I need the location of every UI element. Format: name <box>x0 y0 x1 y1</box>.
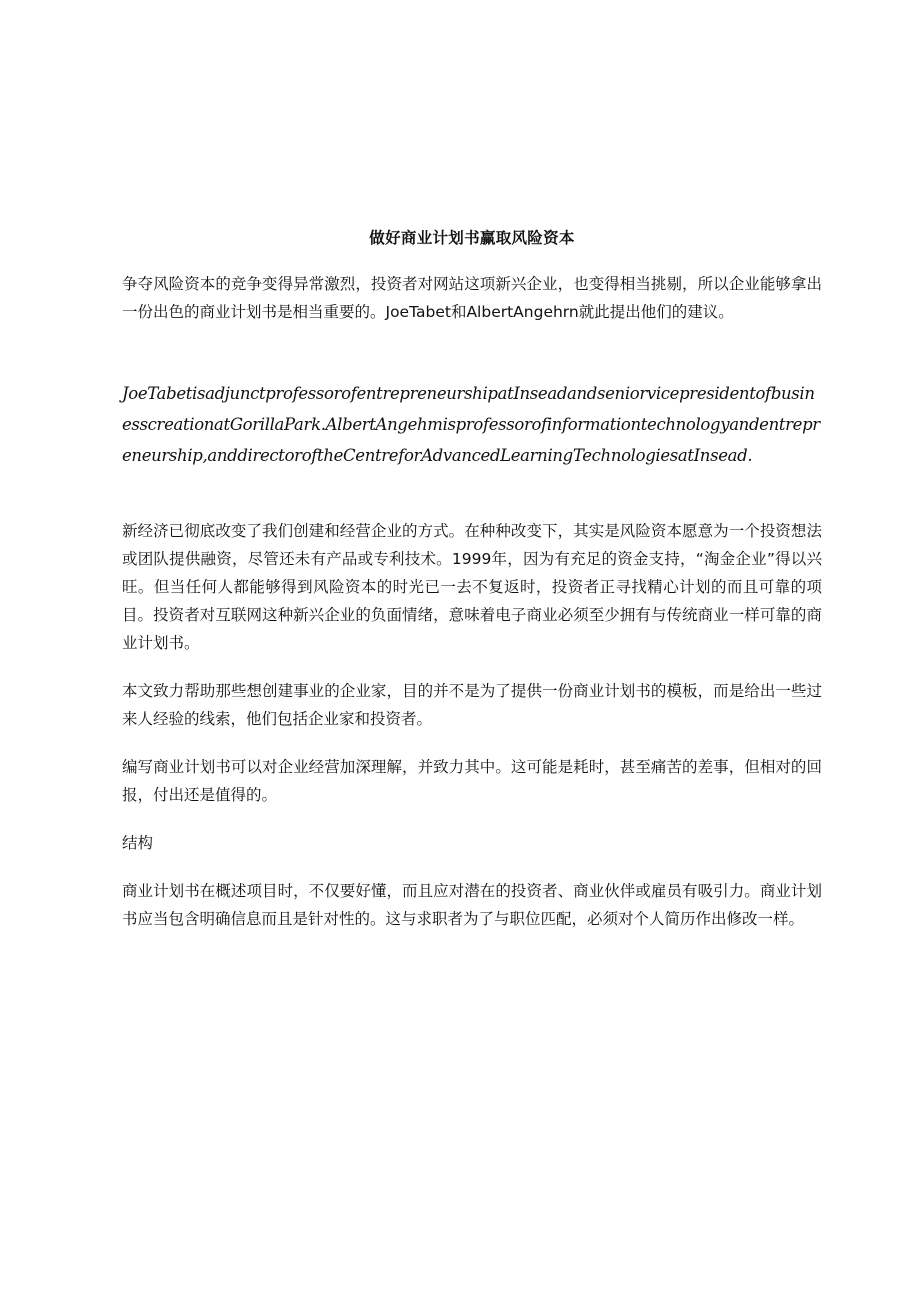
document-page <box>122 226 822 933</box>
body-paragraph-3: 编写商业计划书可以对企业经营加深理解，并致力其中。这可能是耗时，甚至痛苦的差事，但相对的回报，付出还是值得的。 <box>122 758 822 804</box>
intro-paragraph: 争夺风险资本的竞争变得异常激烈，投资者对网站这项新兴企业，也变得相当挑剔，所以企业能够拿出一份出色的商业计划书是相当重要的。JoeTabet和AlbertAngehrn就此提出他们的建议。 <box>122 275 822 321</box>
body-paragraph-1: 新经济已彻底改变了我们创建和经营企业的方式。在种种改变下，其实是风险资本愿意为一个投资想法或团队提供融资，尽管还未有产品或专利技术。1999年，因为有充足的资金支持，“淘金企业”得以兴旺。但当任何人都能够得到风险资本的时光已一去不复返时，投资者正寻找精心计划的而且可靠的项目。投资者对互联网这种新兴企业的负面情绪，意味着电子商业必须至少拥有与传统商业一样可靠的商业计划书。 <box>122 522 822 652</box>
body-paragraph-4: 商业计划书在概述项目时，不仅要好懂，而且应对潜在的投资者、商业伙伴或雇员有吸引力。商业计划书应当包含明确信息而且是针对性的。这与求职者为了与职位匹配，必须对个人简历作出修改一样。 <box>122 882 822 928</box>
section-heading-structure: 结构 <box>122 834 154 852</box>
body-paragraph-2: 本文致力帮助那些想创建事业的企业家，目的并不是为了提供一份商业计划书的模板，而是给出一些过来人经验的线索，他们包括企业家和投资者。 <box>122 682 822 728</box>
author-bio-paragraph: JoeTabetisadjunctprofessorofentrepreneurshipatInseadandseniorvicepresidentofbusinesscreationatGorillaPark.AlbertAngehmisprofessorofinformationtechnologyandentrepreneurship,anddirectoroftheCentreforAdvancedLearningTechnologiesatInsead. <box>122 384 820 465</box>
document-title: 做好商业计划书赢取风险资本 <box>369 229 575 247</box>
